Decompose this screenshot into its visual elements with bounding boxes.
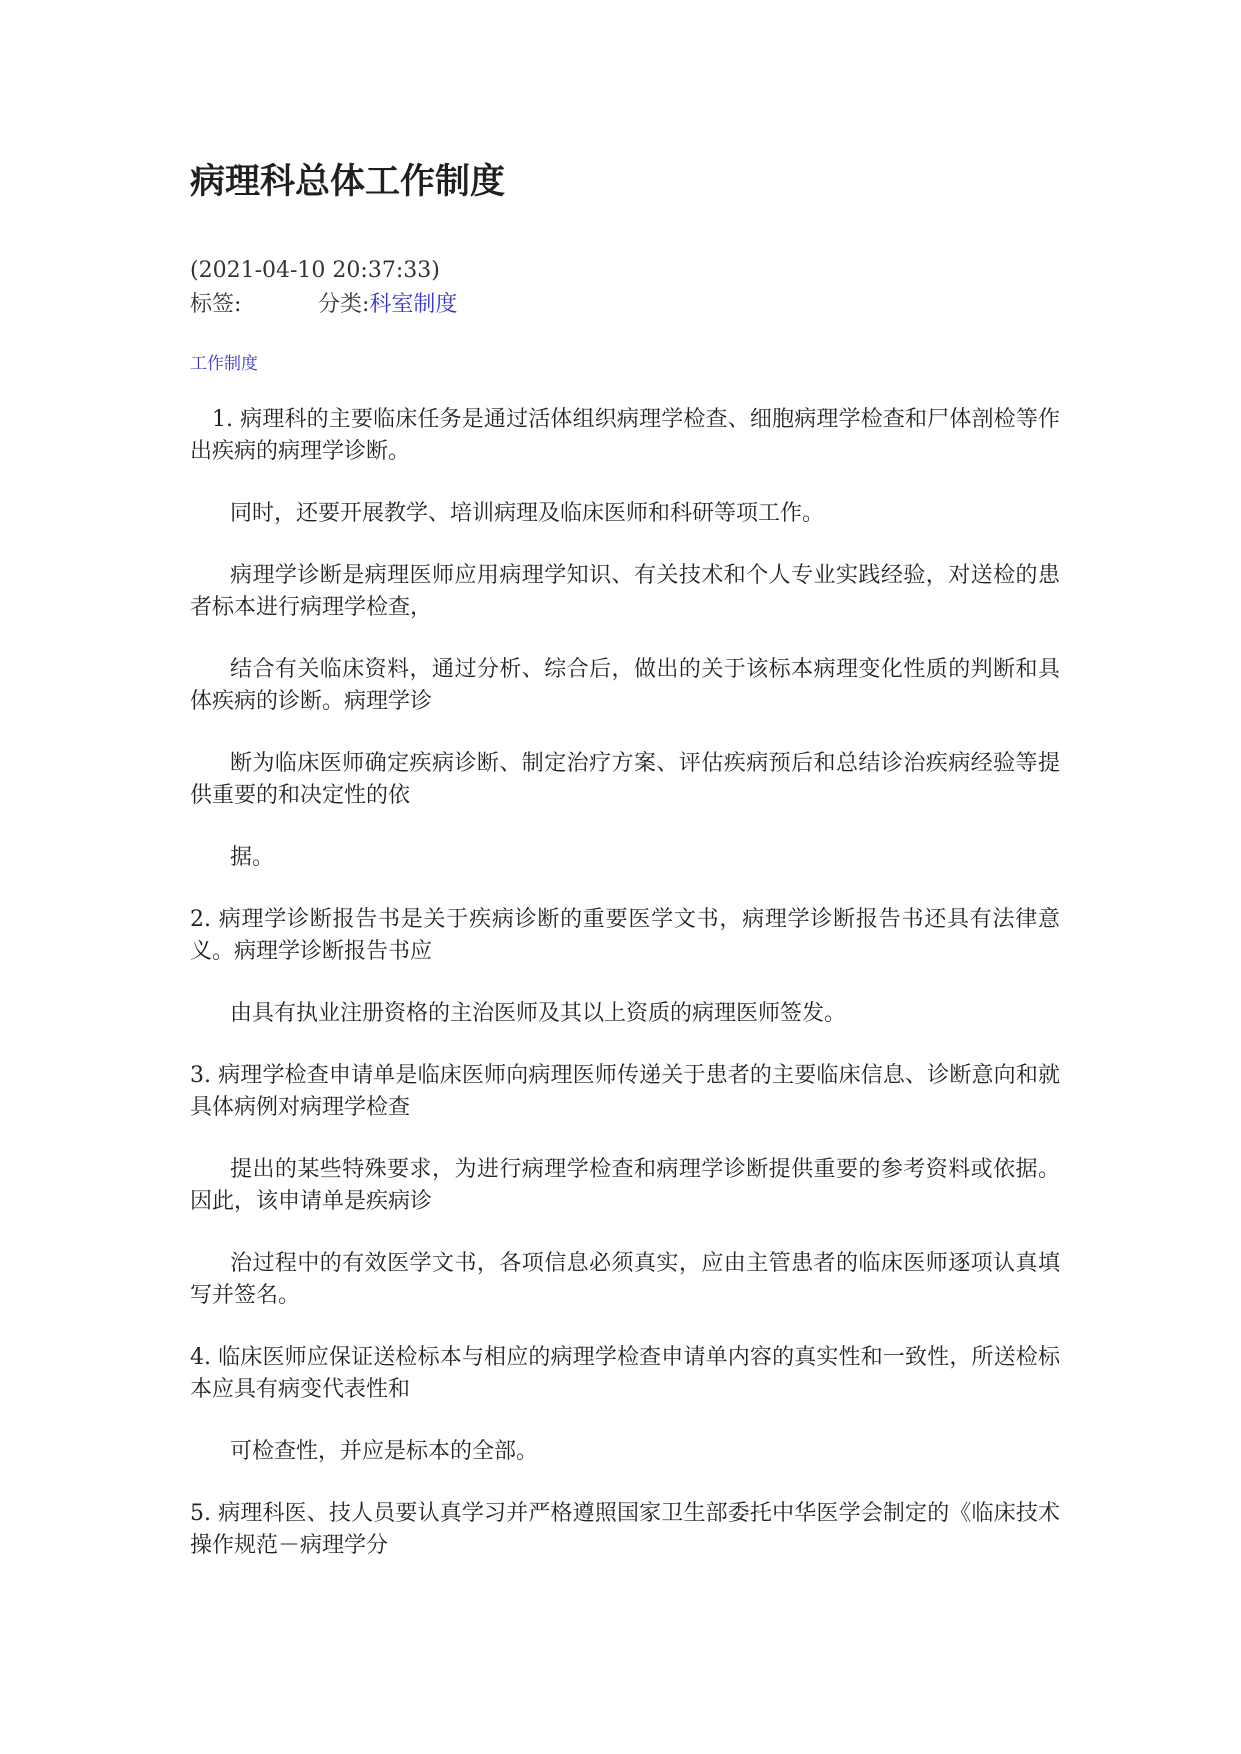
tag-label: 标签:	[190, 292, 242, 317]
paragraph: 2. 病理学诊断报告书是关于疾病诊断的重要医学文书，病理学诊断报告书还具有法律意义。病理学诊断报告书应	[190, 907, 1060, 964]
paragraph: 3. 病理学检查申请单是临床医师向病理医师传递关于患者的主要临床信息、诊断意向和就具体病例对病理学检查	[190, 1063, 1060, 1120]
page-title: 病理科总体工作制度	[190, 162, 506, 202]
paragraph: 1. 病理科的主要临床任务是通过活体组织病理学检查、细胞病理学检查和尸体剖检等作出疾病的病理学诊断。	[190, 407, 1060, 464]
paragraph: 据。	[230, 845, 275, 870]
document-page	[190, 160, 1060, 1592]
category-link[interactable]: 科室制度	[369, 292, 458, 317]
meta-block	[190, 254, 1060, 322]
paragraph: 断为临床医师确定疾病诊断、制定治疗方案、评估疾病预后和总结诊治疾病经验等提供重要的和决定性的依	[190, 751, 1060, 808]
meta-row	[190, 288, 1060, 322]
paragraph: 提出的某些特殊要求，为进行病理学检查和病理学诊断提供重要的参考资料或依据。因此，该申请单是疾病诊	[190, 1157, 1060, 1214]
paragraph: 可检查性，并应是标本的全部。	[230, 1439, 539, 1464]
paragraph: 结合有关临床资料，通过分析、综合后，做出的关于该标本病理变化性质的判断和具体疾病的诊断。病理学诊	[190, 657, 1060, 714]
category-label: 分类:	[318, 292, 370, 317]
paragraph: 4. 临床医师应保证送检标本与相应的病理学检查申请单内容的真实性和一致性，所送检标本应具有病变代表性和	[190, 1345, 1060, 1402]
paragraph: 病理学诊断是病理医师应用病理学知识、有关技术和个人专业实践经验，对送检的患者标本进行病理学检查，	[190, 563, 1060, 620]
timestamp: (2021-04-10 20:37:33)	[190, 258, 440, 283]
paragraph: 由具有执业注册资格的主治医师及其以上资质的病理医师签发。	[230, 1001, 847, 1026]
category-sublink[interactable]: 工作制度	[190, 354, 258, 374]
paragraph: 治过程中的有效医学文书，各项信息必须真实，应由主管患者的临床医师逐项认真填写并签名。	[190, 1251, 1060, 1308]
paragraph: 5. 病理科医、技人员要认真学习并严格遵照国家卫生部委托中华医学会制定的《临床技术操作规范－病理学分	[190, 1501, 1060, 1558]
paragraph: 同时，还要开展教学、培训病理及临床医师和科研等项工作。	[230, 501, 825, 526]
